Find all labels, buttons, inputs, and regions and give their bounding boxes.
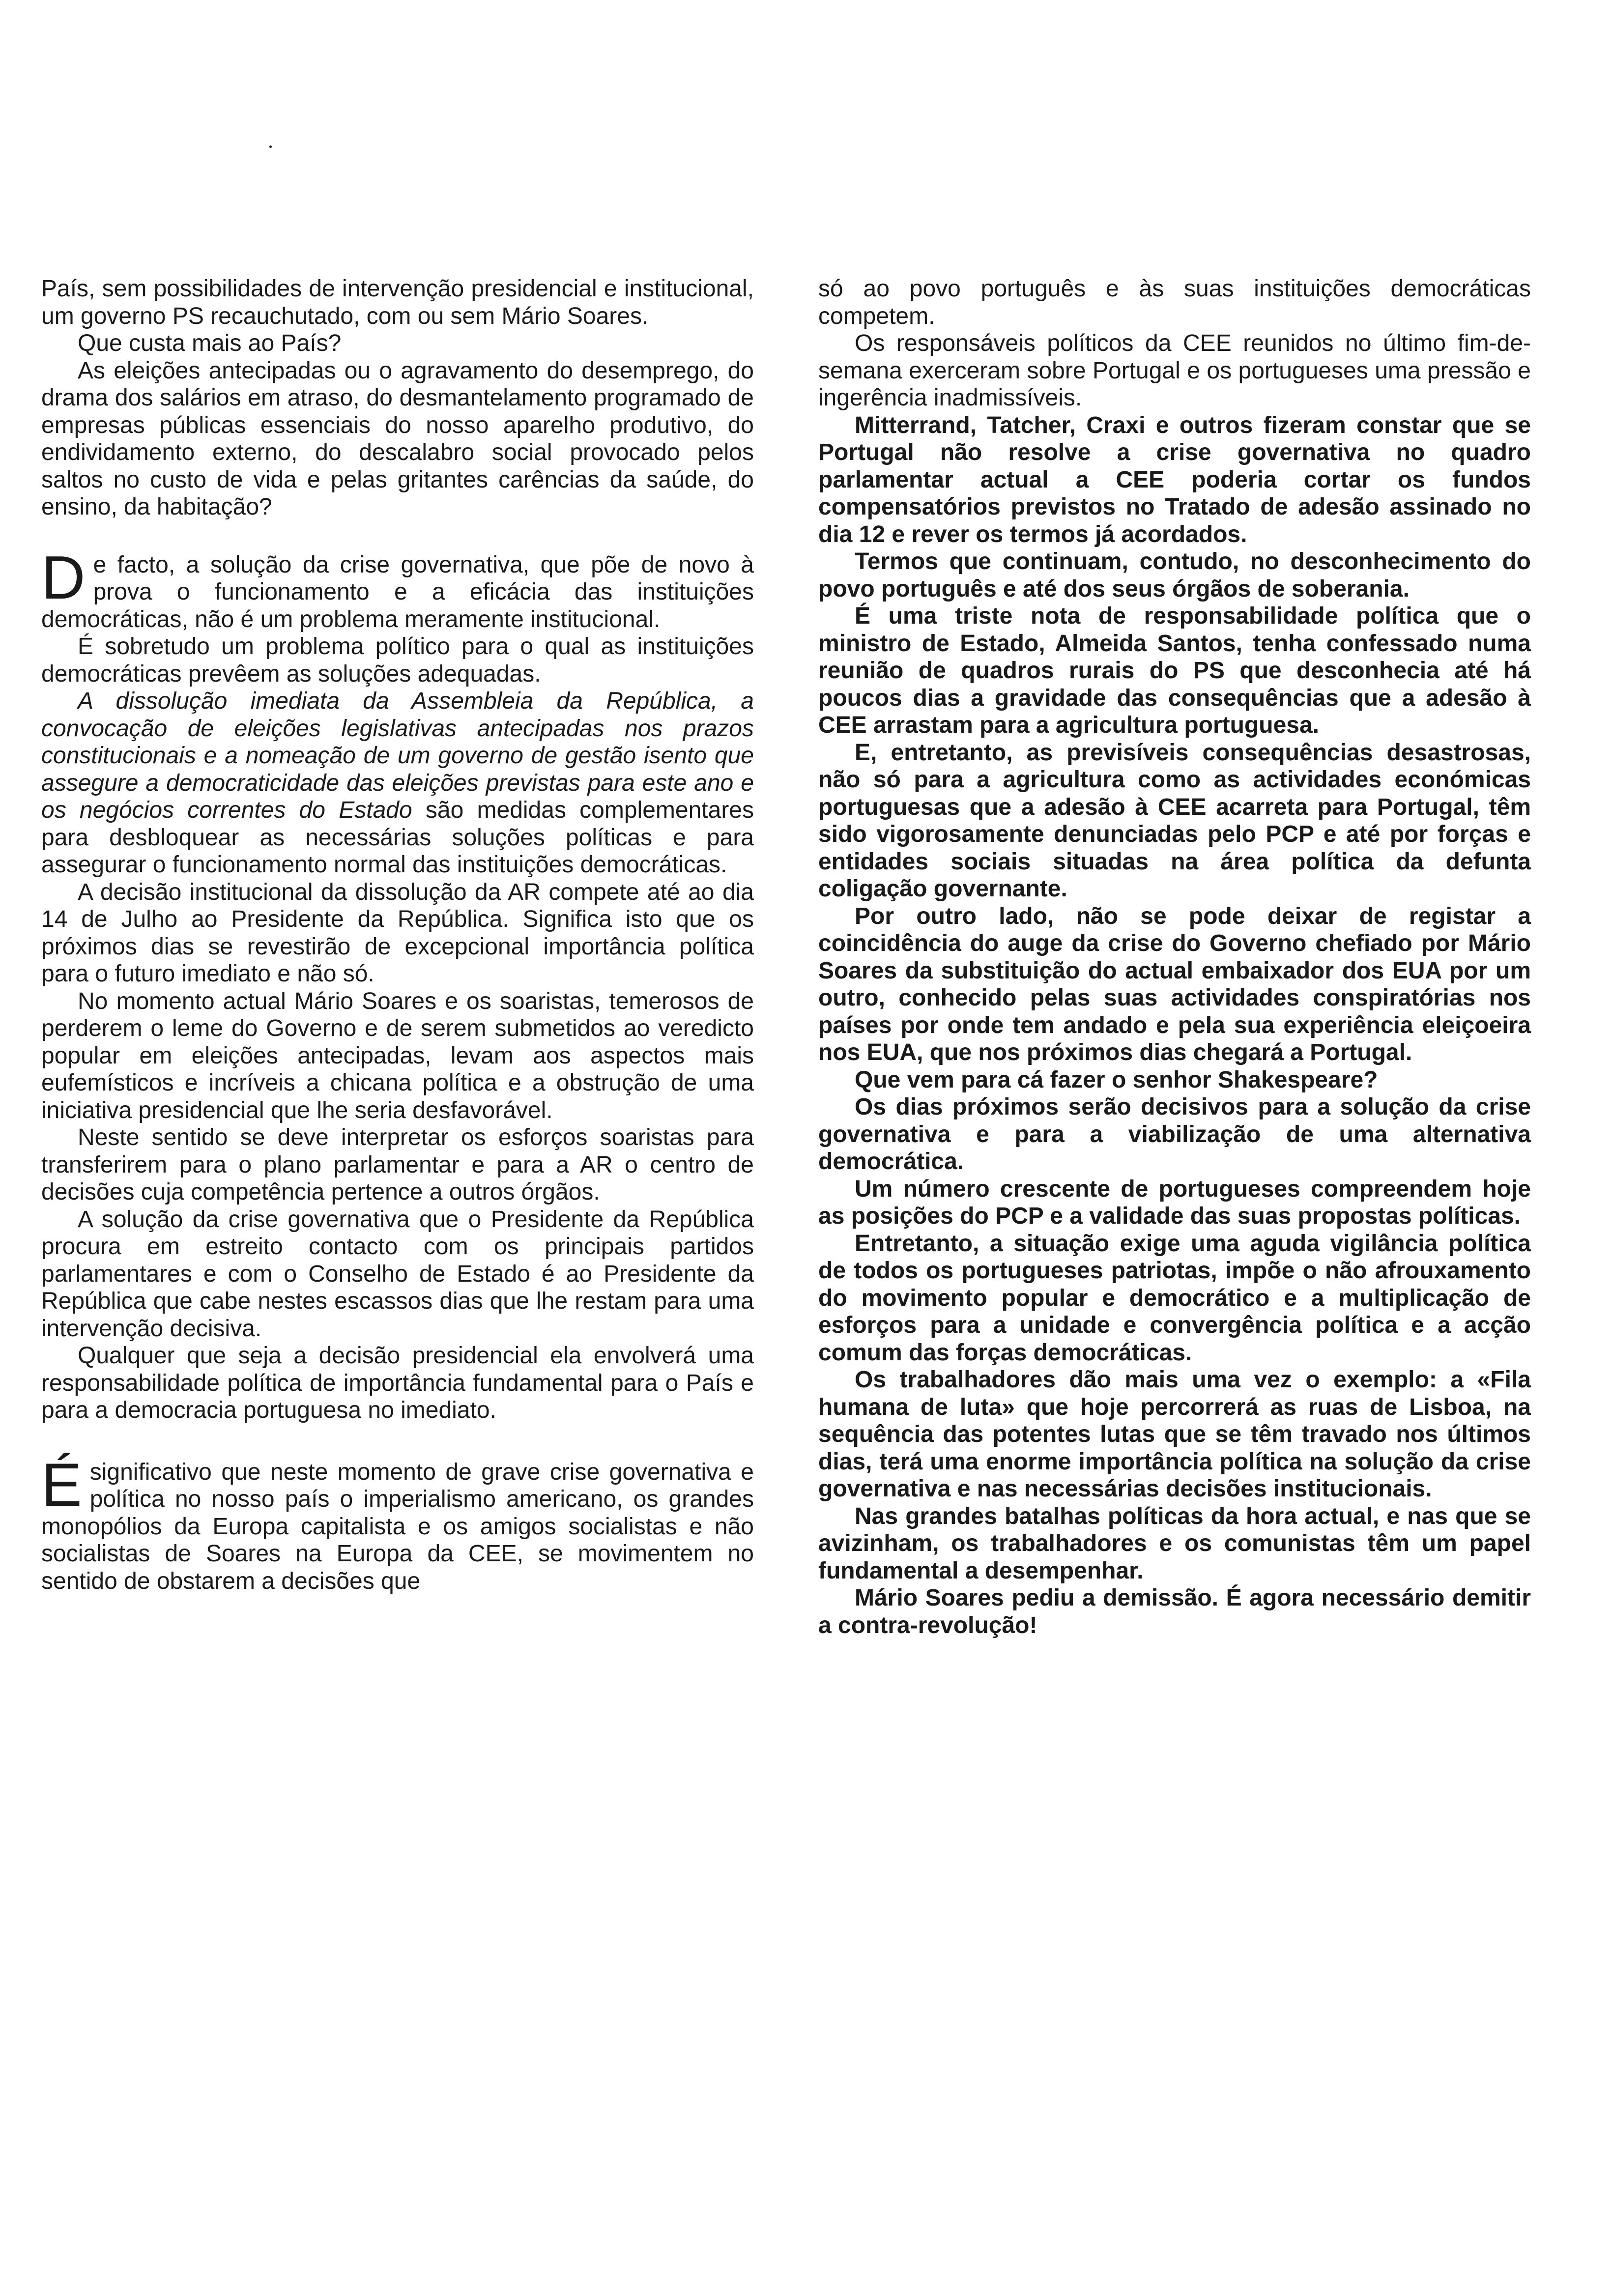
paragraph: É sobretudo um problema político para o qual as instituições democráticas prevêem as soluções adequadas. bbox=[41, 633, 754, 687]
paragraph: Um número crescente de portugueses compreendem hoje as posições do PCP e a validade das suas propostas políticas. bbox=[818, 1176, 1531, 1229]
italic-text: A dissolução imediata da Assembleia da República, a convocação de eleições legislativas antecipadas nos prazos constitucionais e a nomeação de um governo de gestão isento que assegure a democraticidade das eleições previstas para este ano e os negócios correntes do Estado bbox=[41, 688, 754, 823]
paragraph: Que custa mais ao País? bbox=[78, 330, 342, 356]
print-speck bbox=[269, 145, 272, 148]
paragraph: É uma triste nota de responsabilidade política que o ministro de Estado, Almeida Santos, tenha confessado numa reunião de quadros rurais do PS que desconhecia até há poucos dias a gravidade das consequências que a adesão à CEE arrastam para a agricultura portuguesa. bbox=[818, 603, 1531, 738]
paragraph: No momento actual Mário Soares e os soaristas, temerosos de perderem o leme do Governo e de serem submetidos ao veredicto popular em eleições antecipadas, levam aos aspectos mais eufemísticos e incríveis a chicana política e a obstrução de uma iniciativa presidencial que lhe seria desfavorável. bbox=[41, 988, 754, 1123]
paragraph-text: são medidas complementares para desbloquear as necessárias soluções políticas e para assegurar o funcionamento normal das instituições democráticas. bbox=[41, 797, 754, 878]
paragraph: Os trabalhadores dão mais uma vez o exemplo: a «Fila humana de luta» que hoje percorrerá as ruas de Lisboa, na sequência das potentes lutas que se têm travado nos últimos dias, terá uma enorme importância política na solução da crise governativa e nas necessárias decisões institucionais. bbox=[818, 1367, 1531, 1502]
left-column bbox=[41, 275, 754, 1595]
paragraph: Mário Soares pediu a demissão. É agora necessário demitir a contra-revolução! bbox=[818, 1585, 1531, 1638]
paragraph: Nas grandes batalhas políticas da hora actual, e nas que se avizinham, os trabalhadores e os comunistas têm um papel fundamental a desempenhar. bbox=[818, 1503, 1531, 1584]
paragraph: Mitterrand, Tatcher, Craxi e outros fizeram constar que se Portugal não resolve a crise governativa no quadro parlamentar actual a CEE poderia cortar os fundos compensatórios previstos no Tratado de adesão assinado no dia 12 e rever os termos já acordados. bbox=[818, 412, 1531, 547]
paragraph: A solução da crise governativa que o Presidente da República procura em estreito contacto com os principais partidos parlamentares e com o Conselho de Estado é ao Presidente da República que cabe nestes escassos dias que lhe restam para uma intervenção decisiva. bbox=[41, 1206, 754, 1342]
paragraph: Os dias próximos serão decisivos para a solução da crise governativa e para a viabilização de uma alternativa democrática. bbox=[818, 1094, 1531, 1175]
paragraph: Entretanto, a situação exige uma aguda vigilância política de todos os portugueses patriotas, impõe o não afrouxamento do movimento popular e democrático e a multiplicação de esforços para a unidade e convergência política e a acção comum das forças democráticas. bbox=[818, 1230, 1531, 1366]
paragraph: Por outro lado, não se pode deixar de registar a coincidência do auge da crise do Governo chefiado por Mário Soares da substituição do actual embaixador dos EUA por um outro, conhecido pelas suas actividades conspiratórias nos países por onde tem andado e pela sua experiência eleiçoeira nos EUA, que nos próximos dias chegará a Portugal. bbox=[818, 903, 1531, 1065]
paragraph: E, entretanto, as previsíveis consequências desastrosas, não só para a agricultura como as actividades económicas portuguesas que a adesão à CEE acarreta para Portugal, têm sido vigorosamente denunciadas pelo PCP e até por forças e entidades sociais situadas na área política da defunta coligação governante. bbox=[818, 739, 1531, 902]
right-column bbox=[818, 275, 1531, 1639]
paragraph: Qualquer que seja a decisão presidencial ela envolverá uma responsabilidade política de importância fundamental para o País e para a democracia portuguesa no imediato. bbox=[41, 1343, 754, 1423]
dropcap-letter: É bbox=[41, 1451, 82, 1519]
paragraph: Os responsáveis políticos da CEE reunidos no último fim-de-semana exerceram sobre Portugal e os portugueses uma pressão e ingerência inadmissíveis. bbox=[818, 330, 1531, 411]
paragraph: Neste sentido se deve interpretar os esforços soaristas para transferirem para o plano parlamentar e para a AR o centro de decisões cuja competência pertence a outros órgãos. bbox=[41, 1124, 754, 1205]
paragraph: Termos que continuam, contudo, no desconhecimento do povo português e até dos seus órgãos de soberania. bbox=[818, 548, 1531, 602]
paragraph: País, sem possibilidades de intervenção presidencial e institucional, um governo PS recauchutado, com ou sem Mário Soares. bbox=[41, 276, 754, 329]
paragraph: A decisão institucional da dissolução da AR compete até ao dia 14 de Julho ao Presidente da República. Significa isto que os próximos dias se revestirão de excepcional importância política para o futuro imediato e não só. bbox=[41, 879, 754, 987]
paragraph-text: e facto, a solução da crise governativa, que põe de novo à prova o funcionamento e a eficácia das instituições democráticas, não é um problema meramente institucional. bbox=[41, 551, 754, 632]
paragraph: Que vem para cá fazer o senhor Shakespeare? bbox=[855, 1066, 1378, 1093]
paragraph-with-dropcap bbox=[41, 544, 754, 633]
paragraph: só ao povo português e às suas instituições democráticas competem. bbox=[818, 276, 1531, 329]
paragraph-text: significativo que neste momento de grave crise governativa e política no nosso país o imperialismo americano, os grandes monopólios da Europa capitalista e os amigos socialistas e não socialistas de Soares na Europa da CEE, se movimentem no sentido de obstarem a decisões que bbox=[41, 1459, 754, 1594]
paragraph-with-dropcap bbox=[41, 1451, 754, 1595]
paragraph: As eleições antecipadas ou o agravamento do desemprego, do drama dos salários em atraso, do desmantelamento programado de empresas públicas essenciais do nosso aparelho produtivo, do endividamento externo, do descalabro social provocado pelos saltos no custo de vida e pelas gritantes carências da saúde, do ensino, da habitação? bbox=[41, 357, 754, 520]
dropcap-letter: D bbox=[41, 544, 86, 612]
paragraph bbox=[41, 688, 754, 879]
